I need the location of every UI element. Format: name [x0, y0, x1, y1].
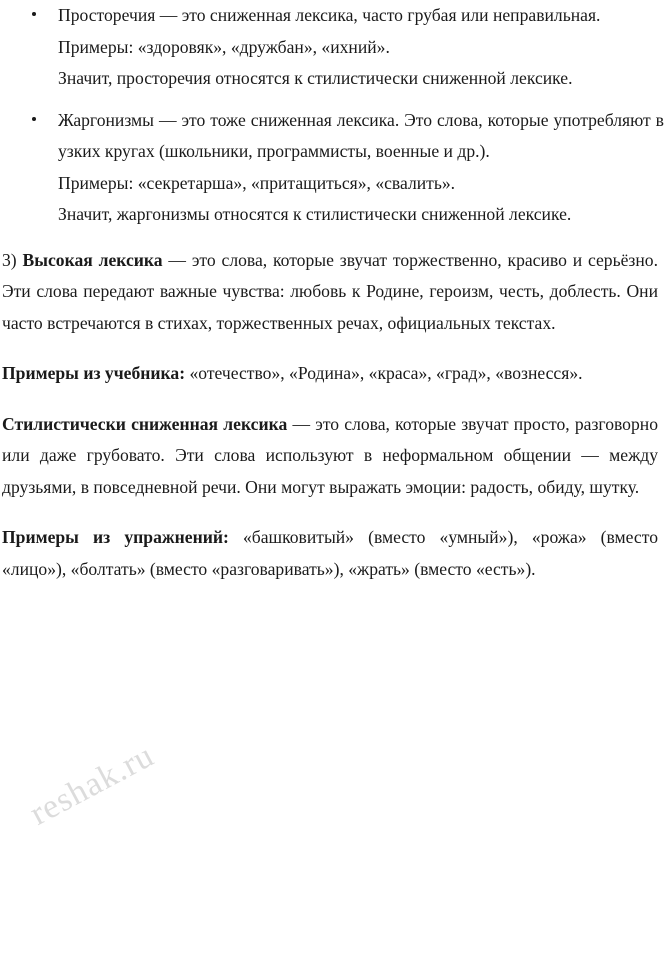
bullet-examples-text: Примеры: «здоровяк», «дружбан», «ихний». [58, 36, 390, 57]
section-title: Примеры из учебника: [2, 363, 186, 383]
section-exercise-examples [0, 522, 664, 585]
section-paragraph [2, 409, 660, 504]
section-reduced-lexicon [0, 409, 664, 504]
section-title: Высокая лексика [22, 249, 163, 270]
bullet-conclusion-text: Значит, просторечия относятся к стилистически сниженной лексике. [58, 68, 573, 88]
bullet-list [0, 0, 664, 231]
section-paragraph [2, 358, 660, 390]
list-item [0, 105, 664, 231]
section-high-lexicon [0, 245, 664, 340]
section-paragraph [2, 522, 660, 585]
section-body: «отечество», «Родина», «краса», «град», «вознесся». [185, 363, 583, 383]
bullet-conclusion-text: Значит, жаргонизмы относятся к стилистически сниженной лексике. [58, 204, 572, 224]
section-number: 3) [2, 249, 23, 270]
section-body: — это слова, которые звучат торжественно, красиво и серьёзно. Эти слова передают важные чувства: любовь к Родине, героизм, честь, доблесть. Они часто встречаются в стихах, торжественных речах, официальных текстах. [2, 249, 658, 333]
section-body: — это слова, которые звучат просто, разговорно или даже грубовато. Эти слова используют в неформальном общении — между друзьями, в повседневной речи. Они могут выражать эмоции: радость, обиду, шутку. [2, 413, 658, 497]
section-body: «башковитый» (вместо «умный»), «рожа» (вместо «лицо»), «болтать» (вместо «разговаривать»), «жрать» (вместо «есть»). [2, 527, 658, 579]
list-item [0, 0, 664, 95]
section-textbook-examples [0, 358, 664, 390]
bullet-examples-text: Примеры: «секретарша», «притащиться», «свалить». [58, 172, 456, 193]
bullet-lead-text: Жаргонизмы — это тоже сниженная лексика. Это слова, которые употребляют в узких кругах (школьники, программисты, военные и др.). [58, 109, 664, 161]
watermark-text: reshak.ru [24, 736, 161, 833]
bullet-lead-text: Просторечия — это сниженная лексика, часто грубая или неправильная. [58, 5, 601, 25]
section-title: Стилистически сниженная лексика [2, 413, 288, 434]
section-title: Примеры из упражнений: [2, 527, 229, 547]
section-paragraph [2, 245, 660, 340]
